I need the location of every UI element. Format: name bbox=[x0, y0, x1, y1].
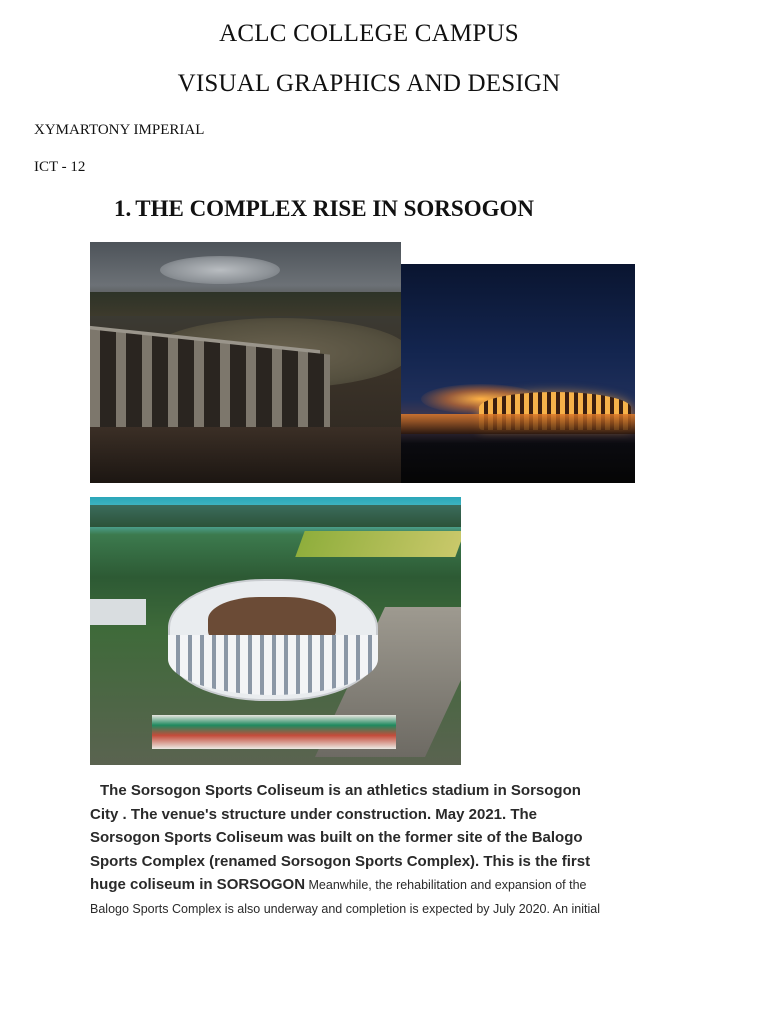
paragraph-line bbox=[90, 873, 680, 898]
farmland bbox=[295, 531, 461, 557]
city-lights bbox=[401, 414, 635, 434]
paragraph-line: The Sorsogon Sports Coliseum is an athletics stadium in Sorsogon bbox=[100, 782, 581, 799]
section-heading bbox=[114, 196, 534, 222]
subject-title: VISUAL GRAPHICS AND DESIGN bbox=[177, 70, 561, 97]
treeline bbox=[90, 292, 401, 316]
entrance-gate bbox=[152, 715, 396, 749]
cloud bbox=[160, 256, 280, 284]
student-name: XYMARTONY IMPERIAL bbox=[34, 122, 205, 138]
school-title: ACLC COLLEGE CAMPUS bbox=[219, 20, 519, 47]
paragraph-bold-text: huge coliseum in SORSOGON bbox=[90, 876, 306, 893]
rubble bbox=[90, 427, 401, 483]
ruined-stadium-photo bbox=[90, 242, 401, 483]
section-title: THE COMPLEX RISE IN SORSOGON bbox=[135, 196, 534, 221]
paragraph-line: City . The venue's structure under construction. May 2021. The bbox=[90, 805, 538, 823]
paragraph-line: Sorsogon Sports Coliseum was built on the former site of the Balogo bbox=[90, 829, 583, 846]
coliseum-night-photo bbox=[401, 264, 635, 483]
hills bbox=[90, 505, 461, 527]
paragraph-normal-text: Meanwhile, the rehabilitation and expansion of the bbox=[305, 878, 587, 892]
side-building bbox=[90, 599, 146, 625]
coliseum-aerial-photo bbox=[90, 497, 461, 765]
student-section: ICT - 12 bbox=[34, 159, 86, 175]
paragraph-line: Balogo Sports Complex is also underway and completion is expected by July 2020. An initial bbox=[90, 901, 601, 916]
paragraph-line: Sports Complex (renamed Sorsogon Sports Complex). This is the first bbox=[90, 852, 591, 870]
section-number: 1. bbox=[114, 196, 132, 221]
description-paragraph bbox=[90, 779, 680, 921]
